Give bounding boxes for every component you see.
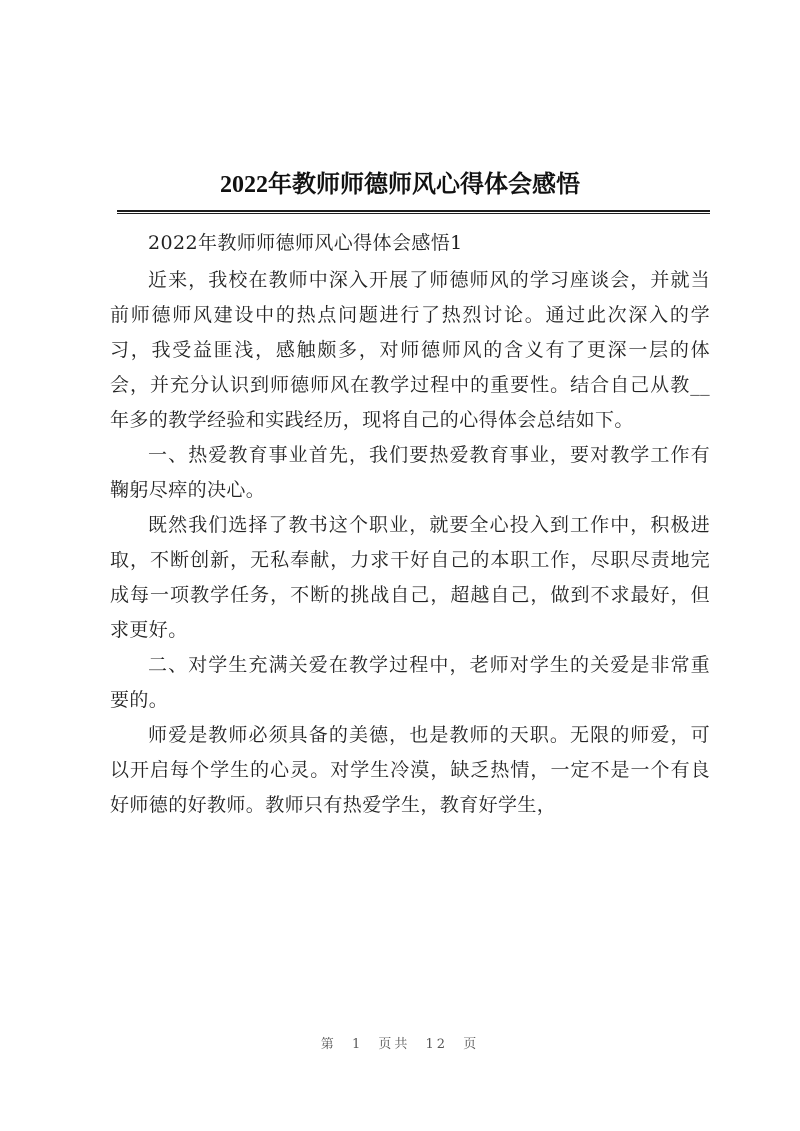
footer-prefix: 第 xyxy=(320,1037,337,1052)
document-body xyxy=(110,226,710,823)
footer-middle: 页共 xyxy=(378,1037,411,1052)
paragraph-4: 二、对学生充满关爱在教学过程中，老师对学生的关爱是非常重要的。 xyxy=(110,654,710,711)
document-title: 2022年教师师德师风心得体会感悟 xyxy=(220,172,580,198)
page-footer xyxy=(0,1033,800,1052)
paragraph-1: 近来，我校在教师中深入开展了师德师风的学习座谈会，并就当前师德师风建设中的热点问题进行了热烈讨论。通过此次深入的学习，我受益匪浅，感触颇多，对师德师风的含义有了更深一层的体会，并充分认识到师德师风在教学过程中的重要性。结合自己从教__年多的教学经验和实践经历，现将自己的心得体会总结如下。 xyxy=(110,269,710,431)
title-divider xyxy=(117,210,710,214)
paragraph-5: 师爱是教师必须具备的美德，也是教师的天职。无限的师爱，可以开启每个学生的心灵。对学生冷漠，缺乏热情，一定不是一个有良好师德的好教师。教师只有热爱学生，教育好学生， xyxy=(110,724,710,816)
paragraph-2: 一、热爱教育事业首先，我们要热爱教育事业，要对教学工作有鞠躬尽瘁的决心。 xyxy=(110,444,710,501)
section-heading: 2022年教师师德师风心得体会感悟1 xyxy=(148,232,463,254)
footer-total-pages: 12 xyxy=(425,1037,449,1052)
paragraph-3: 既然我们选择了教书这个职业，就要全心投入到工作中，积极进取，不断创新，无私奉献，力求干好自己的本职工作，尽职尽责地完成每一项教学任务，不断的挑战自己，超越自己，做到不求最好，但求更好。 xyxy=(110,514,710,641)
footer-page-number: 1 xyxy=(351,1037,364,1052)
footer-suffix: 页 xyxy=(463,1037,480,1052)
